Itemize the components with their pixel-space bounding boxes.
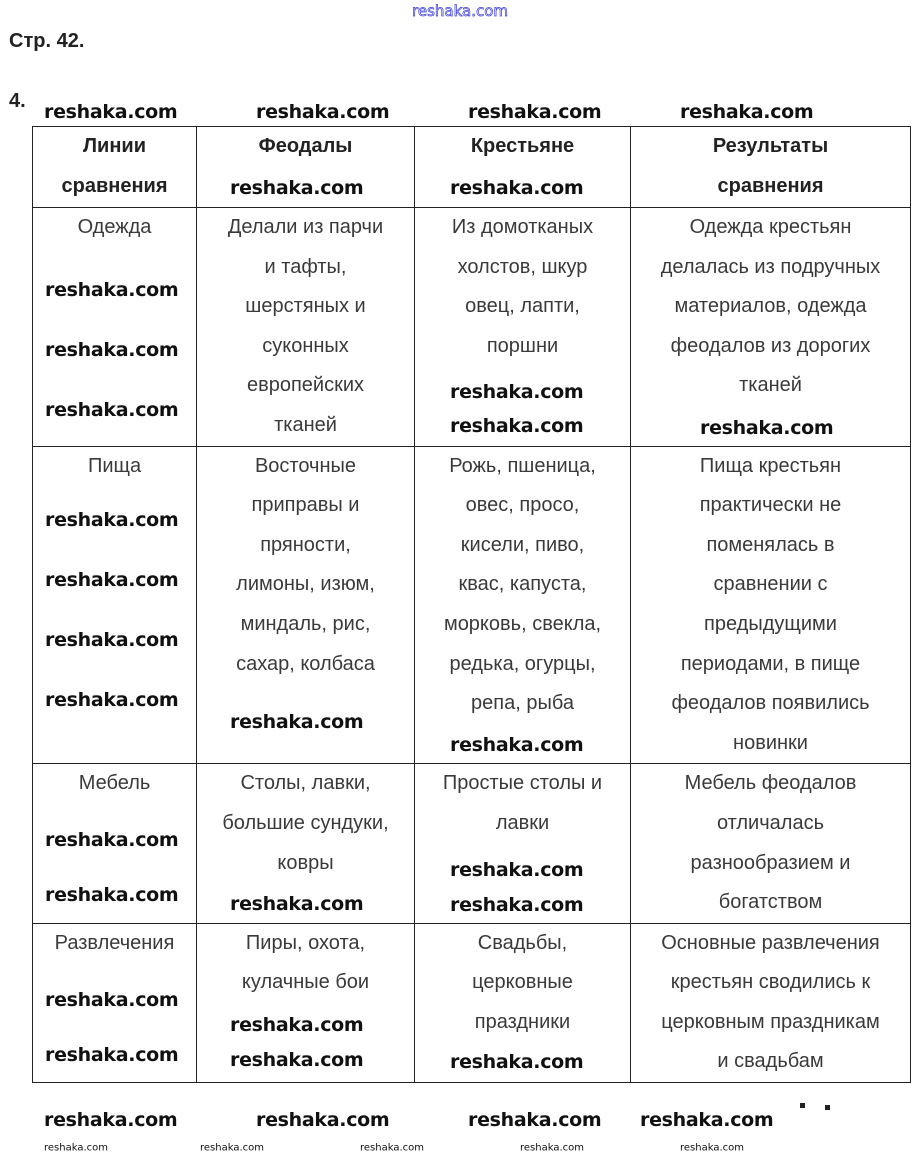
watermark-small: reshaka.com xyxy=(200,1142,264,1154)
watermark: reshaka.com xyxy=(450,177,584,199)
table-row xyxy=(33,446,911,764)
task-number: 4. xyxy=(9,90,26,112)
watermark: reshaka.com xyxy=(468,101,602,123)
watermark: reshaka.com xyxy=(45,339,179,361)
table-cell: Основные развлечения крестьян сводились к церковным праздникам и свадьбам xyxy=(631,923,911,1082)
watermark: reshaka.com xyxy=(680,101,814,123)
table-cell: Пища крестьян практически не поменялась в сравнении с предыдущими периодами, в пище феодалов появились новинки xyxy=(631,446,911,764)
table-cell: Делали из парчи и тафты, шерстяных и суконных европейских тканей xyxy=(197,208,415,447)
table-cell: Простые столы и лавки xyxy=(415,764,631,923)
watermark: reshaka.com xyxy=(450,1051,584,1073)
watermark: reshaka.com xyxy=(640,1109,774,1131)
table-cell: Из домотканых холстов, шкур овец, лапти, поршни xyxy=(415,208,631,447)
watermark: reshaka.com xyxy=(45,689,179,711)
watermark: reshaka.com xyxy=(230,177,364,199)
table-cell: Столы, лавки, большие сундуки, ковры xyxy=(197,764,415,923)
watermark: reshaka.com xyxy=(256,101,390,123)
table-cell: Пиры, охота, кулачные бои xyxy=(197,923,415,1082)
watermark: reshaka.com xyxy=(450,734,584,756)
watermark: reshaka.com xyxy=(45,569,179,591)
watermark: reshaka.com xyxy=(450,894,584,916)
watermark: reshaka.com xyxy=(230,1049,364,1071)
table-cell: Восточные приправы и пряности, лимоны, изюм, миндаль, рис, сахар, колбаса xyxy=(197,446,415,764)
watermark: reshaka.com xyxy=(230,1014,364,1036)
watermark: reshaka.com xyxy=(45,509,179,531)
watermark: reshaka.com xyxy=(45,399,179,421)
decorative-dot xyxy=(825,1105,830,1110)
watermark-small: reshaka.com xyxy=(680,1142,744,1154)
watermark: reshaka.com xyxy=(45,629,179,651)
table-cell: Свадьбы, церковные праздники xyxy=(415,923,631,1082)
watermark: reshaka.com xyxy=(256,1109,390,1131)
watermark: reshaka.com xyxy=(45,279,179,301)
table-cell: Мебель феодалов отличалась разнообразием и богатством xyxy=(631,764,911,923)
watermark: reshaka.com xyxy=(468,1109,602,1131)
page-label: Стр. 42. xyxy=(9,30,85,52)
comparison-table xyxy=(32,126,911,1083)
header-cell: Феодалы xyxy=(197,127,415,208)
table-cell: Одежда xyxy=(33,208,197,447)
table-cell: Пища xyxy=(33,446,197,764)
watermark: reshaka.com xyxy=(45,989,179,1011)
watermark-small: reshaka.com xyxy=(520,1142,584,1154)
decorative-dot xyxy=(800,1103,805,1108)
watermark: reshaka.com xyxy=(45,884,179,906)
watermark: reshaka.com xyxy=(450,415,584,437)
watermark: reshaka.com xyxy=(230,711,364,733)
watermark: reshaka.com xyxy=(44,1109,178,1131)
table-cell: Рожь, пшеница, овес, просо, кисели, пиво, квас, капуста, морковь, свекла, редька, огурцы, репа, рыба xyxy=(415,446,631,764)
watermark-top: reshaka.com xyxy=(412,2,508,20)
header-cell: Линии сравнения xyxy=(33,127,197,208)
watermark: reshaka.com xyxy=(450,381,584,403)
watermark: reshaka.com xyxy=(450,859,584,881)
watermark-small: reshaka.com xyxy=(360,1142,424,1154)
header-cell: Крестьяне xyxy=(415,127,631,208)
watermark: reshaka.com xyxy=(230,893,364,915)
watermark-small: reshaka.com xyxy=(44,1142,108,1154)
watermark: reshaka.com xyxy=(700,417,834,439)
table-cell: Одежда крестьян делалась из подручных материалов, одежда феодалов из дорогих тканей xyxy=(631,208,911,447)
table-cell: Мебель xyxy=(33,764,197,923)
watermark: reshaka.com xyxy=(44,101,178,123)
table-cell: Развлечения xyxy=(33,923,197,1082)
watermark: reshaka.com xyxy=(45,1044,179,1066)
watermark: reshaka.com xyxy=(45,829,179,851)
header-cell: Результаты сравнения xyxy=(631,127,911,208)
